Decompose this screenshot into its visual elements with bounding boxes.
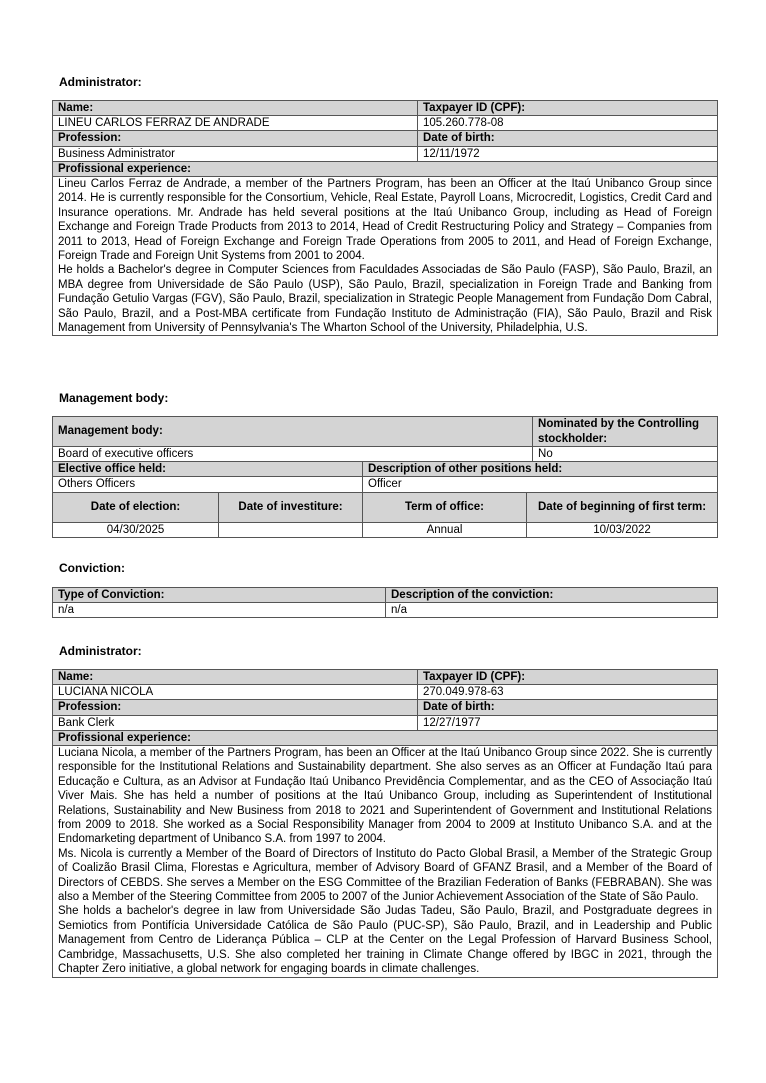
admin2-profession-label: Profession: xyxy=(53,700,418,715)
admin1-experience-label: Profissional experience: xyxy=(53,161,718,176)
conviction-section-title: Conviction: xyxy=(59,561,125,575)
management-nominated-label: Nominated by the Controlling stockholder: xyxy=(533,417,718,447)
conviction-description-value: n/a xyxy=(386,603,718,618)
investiture-date-value xyxy=(219,522,363,537)
admin2-dob-value: 12/27/1977 xyxy=(418,715,718,730)
admin1-dob-label: Date of birth: xyxy=(418,131,718,146)
admin1-name-label: Name: xyxy=(53,101,418,116)
admin1-table xyxy=(52,100,718,336)
election-date-label: Date of election: xyxy=(53,492,219,522)
management-other-positions-value: Officer xyxy=(363,477,718,492)
admin2-section-title: Administrator: xyxy=(59,644,142,658)
admin2-experience-p2: Ms. Nicola is currently a Member of the Board of Directors of Instituto do Pacto Global Brasil, a Member of the Strategic Group of Coalizão Brasil Clima, Florestas e Agricultura, member of Advisory Board of GFANZ Brasil, and a Member of the Board of Directors of CEBDS. She serves a Member on the ESG Committee of the Brazilian Federation of Banks (FEBRABAN). She was also a Member of the Steering Committee from 2005 to 2007 of the Junior Achievement Association of the State of São Paulo. xyxy=(58,847,712,904)
investiture-date-label: Date of investiture: xyxy=(219,492,363,522)
admin1-profession-label: Profession: xyxy=(53,131,418,146)
management-other-positions-label: Description of other positions held: xyxy=(363,462,718,477)
admin1-name-value: LINEU CARLOS FERRAZ DE ANDRADE xyxy=(53,116,418,131)
conviction-type-value: n/a xyxy=(53,603,386,618)
admin2-name-label: Name: xyxy=(53,670,418,685)
admin1-experience-p2: He holds a Bachelor's degree in Computer Sciences from Faculdades Associadas de São Paulo (FASP), São Paulo, Brazil, an MBA degree from Universidade de São Paulo (USP), São Paulo, Brazil, specialization in Foreign Trade and Banking from Fundação Getulio Vargas (FGV), São Paulo, Brazil, specialization in Strategic People Management from Fundação Dom Cabral, São Paulo, Brazil, and a Post-MBA certificate from Fundação Instituto de Administração (FIA), São Paulo, Brazil and Risk Management from University of Pennsylvania's The Wharton School of the University, Philadelphia, U.S. xyxy=(58,264,712,335)
management-body-value: Board of executive officers xyxy=(53,447,533,462)
term-of-office-value: Annual xyxy=(363,522,527,537)
admin2-profession-value: Bank Clerk xyxy=(53,715,418,730)
election-date-value: 04/30/2025 xyxy=(53,522,219,537)
management-elective-value: Others Officers xyxy=(53,477,363,492)
conviction-table xyxy=(52,587,718,618)
admin2-experience xyxy=(53,746,718,978)
admin1-experience-p1: Lineu Carlos Ferraz de Andrade, a member of the Partners Program, has been an Officer at the Itaú Unibanco Group since 2014. He is currently responsible for the Consortium, Vehicle, Real Estate, Payroll Loans, Microcredit, Logistics, Credit Card and Insurance operations. Mr. Andrade has held several positions at the Itaú Unibanco Group, including as Head of Foreign Exchange and Foreign Trade Products from 2013 to 2014, Head of Credit Restructuring Policy and Strategy – Companies from 2011 to 2013, Head of Foreign Exchange and Foreign Trade Operations from 2005 to 2011, and Head of Foreign Exchange, Foreign Trade and Foreign Unit Systems from 2001 to 2004. xyxy=(58,178,712,263)
management-body-label: Management body: xyxy=(53,417,533,447)
management-elective-label: Elective office held: xyxy=(53,462,363,477)
admin2-dob-label: Date of birth: xyxy=(418,700,718,715)
admin1-profession-value: Business Administrator xyxy=(53,146,418,161)
management-section-title: Management body: xyxy=(59,391,169,405)
admin2-experience-label: Profissional experience: xyxy=(53,730,718,745)
term-of-office-label: Term of office: xyxy=(363,492,527,522)
admin2-cpf-value: 270.049.978-63 xyxy=(418,685,718,700)
admin2-cpf-label: Taxpayer ID (CPF): xyxy=(418,670,718,685)
admin1-experience xyxy=(53,177,718,336)
management-table xyxy=(52,416,718,538)
conviction-description-label: Description of the conviction: xyxy=(386,588,718,603)
admin1-cpf-label: Taxpayer ID (CPF): xyxy=(418,101,718,116)
admin1-section-title: Administrator: xyxy=(59,75,142,89)
conviction-type-label: Type of Conviction: xyxy=(53,588,386,603)
admin2-table xyxy=(52,669,718,978)
management-nominated-value: No xyxy=(533,447,718,462)
admin2-experience-p3: She holds a bachelor's degree in law from Universidade São Judas Tadeu, São Paulo, Brazil, and Postgraduate degrees in Semiotics from Pontifícia Universidade Católica de São Paulo (PUC-SP), São Paulo, Brazil, and in Leadership and Public Management from Centro de Liderança Pública – CLP at the Center on the Legal Profession of Harvard Business School, Cambridge, Massachusetts, U.S. She also completed her training in Climate Change offered by IBGC in 2021, through the Chapter Zero initiative, a global network for engaging boards in climate challenges. xyxy=(58,905,712,976)
admin2-name-value: LUCIANA NICOLA xyxy=(53,685,418,700)
admin1-dob-value: 12/11/1972 xyxy=(418,146,718,161)
admin1-cpf-value: 105.260.778-08 xyxy=(418,116,718,131)
first-term-date-label: Date of beginning of first term: xyxy=(527,492,718,522)
admin2-experience-p1: Luciana Nicola, a member of the Partners Program, has been an Officer at the Itaú Unibanco Group since 2022. She is currently responsible for the Institutional Relations and Sustainability department. She also serves as an Officer at Fundação Itaú para Educação e Cultura, as an Advisor at Fundação Itaú Unibanco Previdência Complementar, and as the CEO of Associação Itaú Viver Mais. She has held a number of positions at the Itaú Unibanco Group, including as Superintendent of Institutional Relations, Sustainability and New Business from 2018 to 2021 and Superintendent of Government and Institutional Relations from 2009 to 2018. She worked as a Social Responsibility Manager from 2004 to 2009 at Instituto Unibanco S.A. and at the Endomarketing department of Unibanco S.A. from 1997 to 2004. xyxy=(58,747,712,846)
first-term-date-value: 10/03/2022 xyxy=(527,522,718,537)
